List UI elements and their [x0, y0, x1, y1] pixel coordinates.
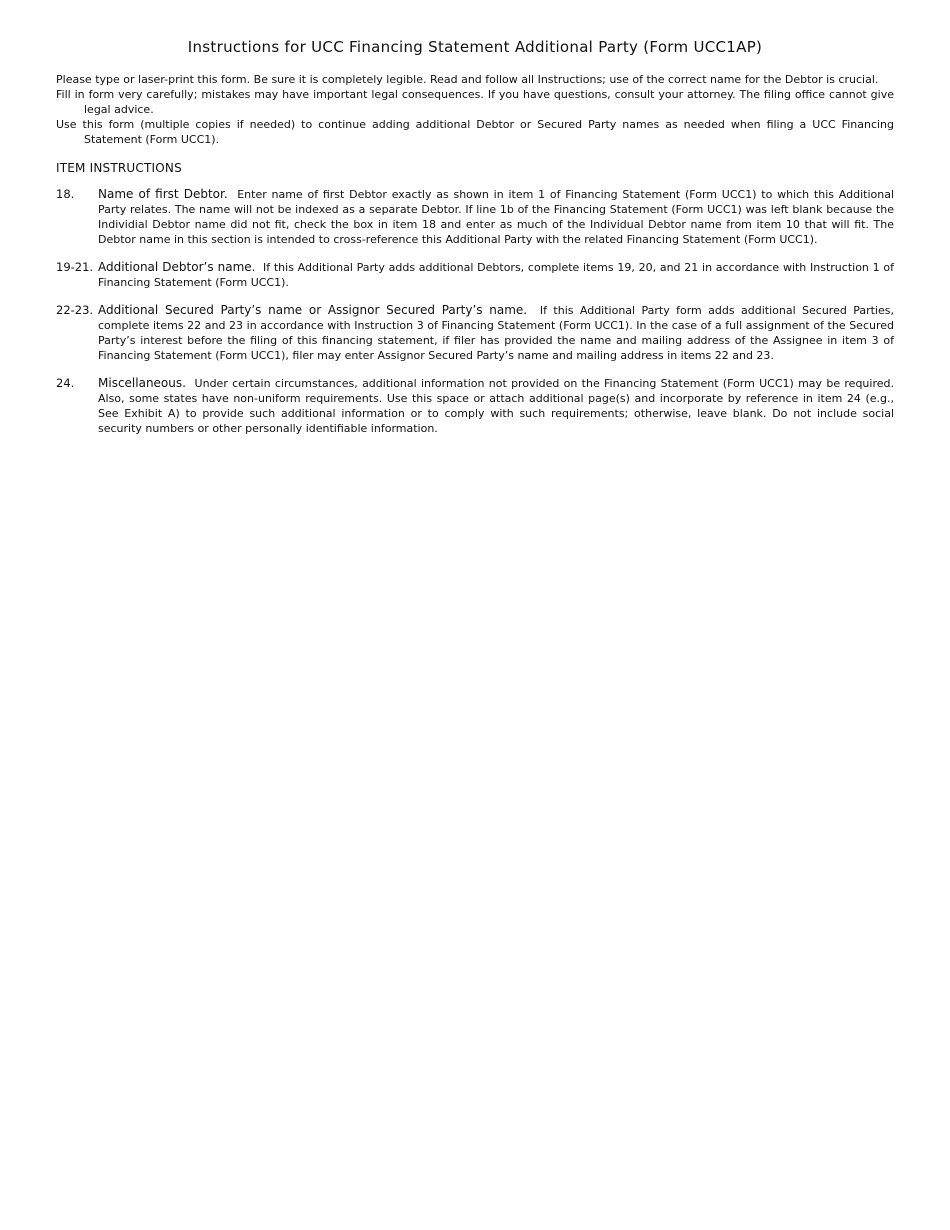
item-body	[98, 187, 894, 247]
intro-paragraph: Please type or laser-print this form. Be sure it is completely legible. Read and follow all Instructions; use of the correct name for the Debtor is crucial.	[56, 73, 879, 86]
intro-paragraph: Fill in form very carefully; mistakes may have important legal consequences. If you have questions, consult your attorney. The filing office cannot give legal advice.	[56, 88, 894, 116]
item-number: 22-23.	[56, 303, 94, 317]
item-heading: Additional Debtor’s name.	[98, 260, 256, 274]
item-heading: Additional Secured Party’s name or Assignor Secured Party’s name.	[98, 303, 528, 317]
item-heading: Name of first Debtor.	[98, 187, 228, 201]
item-text: If this Additional Party adds additional Debtors, complete items 19, 20, and 21 in accordance with Instruction 1 of Financing Statement (Form UCC1).	[98, 261, 894, 289]
intro-paragraph: Use this form (multiple copies if needed) to continue adding additional Debtor or Secured Party names as needed when filing a UCC Financing Statement (Form UCC1).	[56, 118, 894, 146]
item-number: 19-21.	[56, 260, 94, 274]
item-body	[98, 303, 894, 363]
instruction-item-19-21	[56, 260, 894, 290]
item-heading: Miscellaneous.	[98, 376, 186, 390]
intro-block	[56, 72, 894, 147]
document-title: Instructions for UCC Financing Statement Additional Party (Form UCC1AP)	[187, 38, 763, 56]
document-page	[56, 38, 894, 449]
instruction-item-22-23	[56, 303, 894, 363]
item-text: If this Additional Party form adds additional Secured Parties, complete items 22 and 23 in accordance with Instruction 3 of Financing Statement (Form UCC1). In the case of a full assignment of the Secured Party’s interest before the filing of this financing statement, if filer has provided the name and mailing address of the Assignee in item 3 of Financing Statement (Form UCC1), filer may enter Assignor Secured Party’s name and mailing address in items 22 and 23.	[98, 304, 894, 362]
instruction-item-24	[56, 376, 894, 436]
item-number: 18.	[56, 187, 75, 201]
item-text: Under certain circumstances, additional information not provided on the Financing Statement (Form UCC1) may be required. Also, some states have non-uniform requirements. Use this space or attach additional page(s) and incorporate by reference in item 24 (e.g., See Exhibit A) to provide such additional information or to comply with such requirements; otherwise, leave blank. Do not include social security numbers or other personally identifiable information.	[98, 377, 894, 435]
item-body	[98, 376, 894, 436]
section-heading: ITEM INSTRUCTIONS	[56, 161, 182, 175]
item-text: Enter name of first Debtor exactly as shown in item 1 of Financing Statement (Form UCC1) to which this Additional Party relates. The name will not be indexed as a separate Debtor. If line 1b of the Financing Statement (Form UCC1) was left blank because the Individial Debtor name did not fit, check the box in item 18 and enter as much of the Individual Debtor name from item 10 that will fit. The Debtor name in this section is intended to cross-reference this Additional Party with the related Financing Statement (Form UCC1).	[98, 188, 894, 246]
instruction-item-18	[56, 187, 894, 247]
item-body	[98, 260, 894, 290]
item-number: 24.	[56, 376, 75, 390]
